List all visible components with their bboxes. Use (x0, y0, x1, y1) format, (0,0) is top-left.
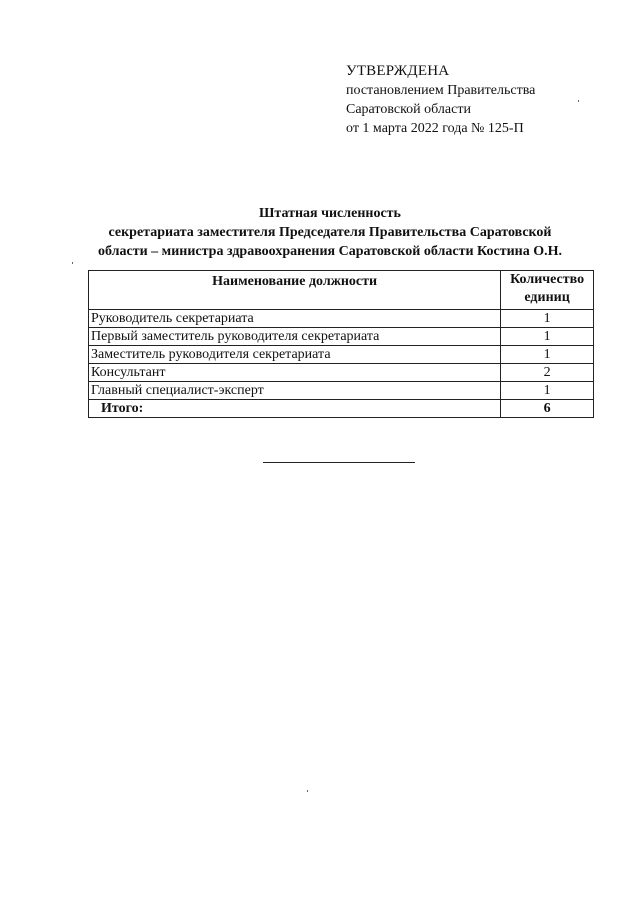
count-cell: 1 (501, 328, 594, 346)
staff-table (88, 270, 594, 418)
title-line-1: Штатная численность (259, 206, 401, 221)
scan-speck (72, 262, 73, 264)
header-count-line-1: Количество (510, 272, 585, 287)
table-row (89, 310, 594, 328)
table-row (89, 328, 594, 346)
position-cell: Заместитель руководителя секретариата (89, 346, 501, 364)
header-count-line-2: единиц (524, 290, 570, 305)
header-unit-count (501, 271, 594, 310)
total-count: 6 (501, 400, 594, 418)
title-line-2: секретариата заместителя Председателя Правительства Саратовской (108, 225, 552, 240)
scan-speck (307, 790, 308, 792)
table-row (89, 364, 594, 382)
approval-heading: УТВЕРЖДЕНА (346, 63, 450, 79)
count-cell: 2 (501, 364, 594, 382)
count-cell: 1 (501, 382, 594, 400)
title-line-3: области – министра здравоохранения Саратовской области Костина О.Н. (98, 244, 562, 259)
total-label: Итого: (89, 400, 501, 418)
approval-line-2: Саратовской области (346, 102, 471, 117)
count-cell: 1 (501, 346, 594, 364)
table-row (89, 346, 594, 364)
header-position-name: Наименование должности (89, 271, 501, 310)
table-header-row (89, 271, 594, 310)
approval-line-3: от 1 марта 2022 года № 125-П (346, 121, 524, 136)
total-row (89, 400, 594, 418)
scan-speck (578, 100, 579, 102)
table-row (89, 382, 594, 400)
position-cell: Первый заместитель руководителя секретариата (89, 328, 501, 346)
document-title (70, 204, 590, 261)
count-cell: 1 (501, 310, 594, 328)
closing-rule (263, 462, 415, 463)
position-cell: Консультант (89, 364, 501, 382)
position-cell: Руководитель секретариата (89, 310, 501, 328)
approval-stamp (346, 62, 606, 138)
approval-line-1: постановлением Правительства (346, 83, 536, 98)
position-cell: Главный специалист-эксперт (89, 382, 501, 400)
